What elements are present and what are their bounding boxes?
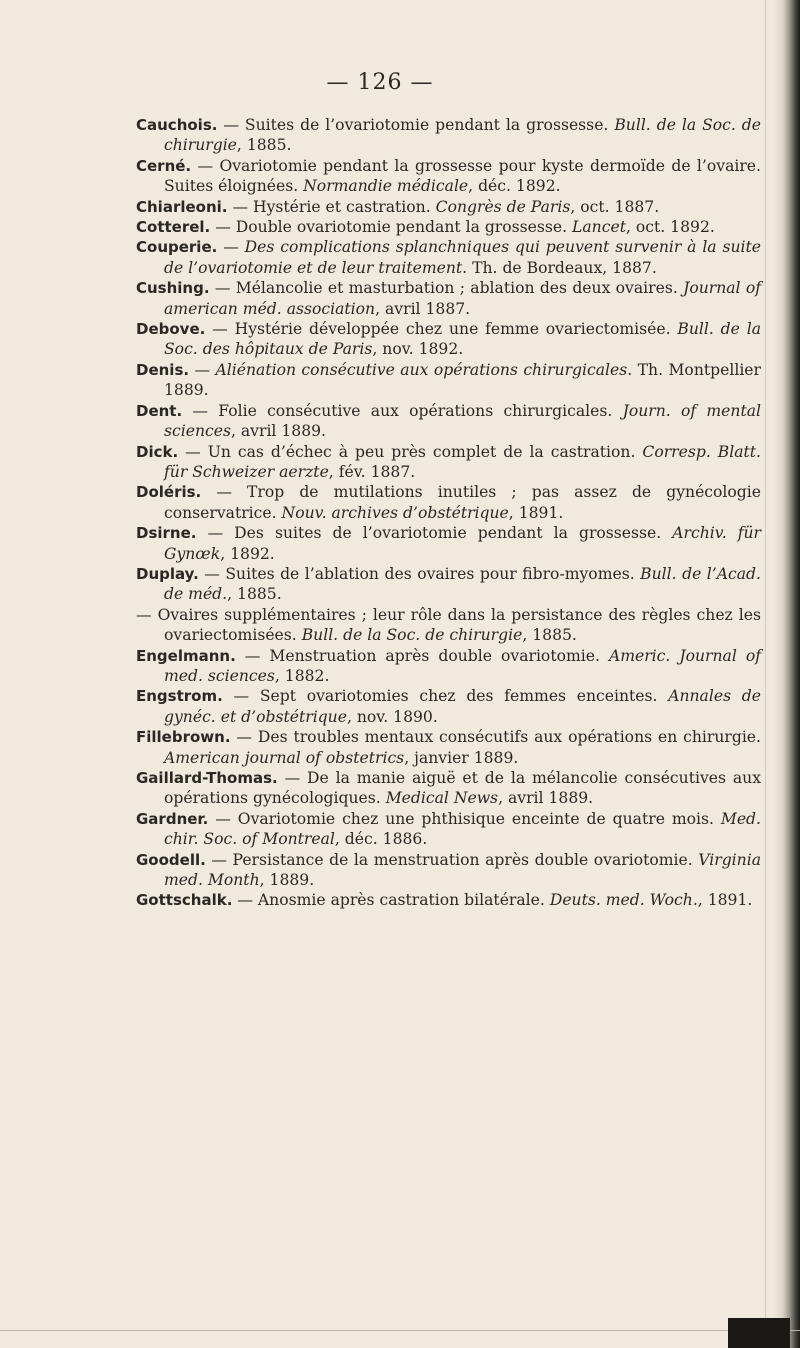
entry-text: — Trop de mutilations inutiles ; pas assez de gynécologie conservatrice. [164,483,761,522]
entry-author: Couperie. [136,238,218,257]
entry-date: , déc. 1886. [334,830,428,849]
entry-author: Cushing. [136,279,210,298]
entry-text: — Anosmie après castration bilatérale. [232,891,550,910]
entry-date: , avril 1889. [230,422,327,441]
entry-date: , oct. 1887. [570,197,660,216]
entry-date: , janvier 1889. [404,748,519,767]
entry-source-title: Aliénation consécutive aux opérations chirurgicales [215,360,628,379]
entry-text: — Sept ovariotomies chez des femmes enceintes. [222,687,669,706]
entry-author: Fillebrown. [136,728,231,747]
entry-source-title: Journ. of mental sciences [164,401,761,441]
entry-date: , 1885. [236,136,292,155]
entry-text: — De la manie aiguë et de la mélancolie consécutives aux opérations gynécologiques. [164,769,761,808]
entry-author: Cotterel. [136,218,211,237]
entry-author: Debove. [136,320,206,339]
entry-text: — Ovaires supplémentaires ; leur rôle dans la persistance des règles chez les ovariectomisées. [136,605,761,645]
entry-text: — Ovariotomie pendant la grossesse pour kyste dermoïde de l’ovaire. Suites éloignées. [164,156,761,196]
entry-author: Engelmann. [136,646,236,665]
entry-source-title: Journal of american méd. association [164,279,761,318]
entry-source-title: Bull. de l’Acad. de méd. [164,564,761,604]
entry-source-title: Annales de gynéc. et d’obstétrique [164,687,761,726]
entry-date: . Th. de Bordeaux, 1887. [462,258,657,277]
bibliography-entry [136,523,761,564]
page-fold-line [765,0,766,1348]
entry-author: Gaillard-Thomas. [136,769,278,787]
entry-text: — [189,360,216,379]
bibliography-entry [136,156,761,197]
entry-author: Gottschalk. [136,891,233,910]
entry-source-title: Med. chir. Soc. of Montreal [164,809,761,849]
entry-author: Gardner. [136,809,209,828]
bibliography-entry [136,564,761,605]
entry-author: Engstrom. [136,687,223,706]
bibliography-entry [136,686,761,727]
bibliography-entry [136,727,761,768]
entry-text: — Des suites de l’ovariotomie pendant la grossesse. [196,524,673,543]
entry-author: Dent. [136,401,183,420]
entry-text: — Double ovariotomie pendant la grossesse. [210,218,573,237]
entry-author: Chiarleoni. [136,197,228,216]
entry-date: , avril 1887. [375,299,471,318]
bibliography-entry [136,890,761,910]
entry-date: , nov. 1892. [372,340,464,359]
entry-source-title: Medical News [385,789,499,808]
bibliography-entry [136,850,761,891]
bibliography-entry [136,442,761,483]
bibliography-entry [136,809,761,850]
entry-date: , 1891. [508,503,564,522]
entry-text: — Folie consécutive aux opérations chirurgicales. [182,401,623,420]
entry-source-title: American journal of obstetrics [164,748,405,767]
bibliography-entry [136,768,761,809]
footer-rule [0,1330,800,1331]
entry-source-title: Congrès de Paris [435,197,571,216]
entry-date: , avril 1889. [498,789,594,808]
entry-text: — Suites de l’ablation des ovaires pour fibro-myomes. [198,564,641,583]
entry-text: — Hystérie développée chez une femme ovariectomisée. [205,320,678,339]
entry-date: , nov. 1890. [346,707,438,726]
page-number: — 126 — [326,70,434,95]
entry-date: , 1885. [522,626,577,645]
entry-source-title: Deuts. med. Woch. [549,891,698,910]
entry-text: — [217,238,245,257]
entry-text: — Hystérie et castration. [227,197,436,216]
entry-date: , 1885. [227,585,282,604]
entry-source-title: Archiv. für Gynœk [164,524,761,563]
entry-date: , 1882. [274,666,330,685]
entry-source-title: Bull. de la Soc. de chirurgie [301,626,523,645]
entry-source-title: Virginia med. Month [164,850,761,890]
entry-date: , déc. 1892. [468,177,561,196]
entry-date: , fév. 1887. [328,462,416,481]
entry-date: , 1892. [220,544,275,563]
entry-date: . Th. Montpellier 1889. [164,360,761,400]
bibliography-entry [136,360,761,401]
entry-date: , oct. 1892. [625,218,715,237]
bibliography-entry [136,319,761,360]
entry-date: , 1889. [259,871,315,890]
entry-author: Goodell. [136,850,206,869]
entry-text: — Un cas d’échec à peu près complet de la castration. [178,442,643,461]
footer-ink-mark [728,1318,790,1348]
entry-author: Duplay. [136,564,199,583]
entry-date: , 1891. [697,891,753,910]
bibliography-entry [136,482,761,523]
entry-author: Cerné. [136,156,192,175]
entry-text: — Des troubles mentaux consécutifs aux opérations en chirurgie. [230,728,761,747]
bibliography-entry [136,605,761,646]
entry-author: Doléris. [136,483,202,502]
bibliography-entry [136,646,761,687]
entry-source-title: Nouv. archives d’obstétrique [281,503,509,522]
entry-author: Dick. [136,442,179,461]
entry-text: — Ovariotomie chez une phthisique enceinte de quatre mois. [208,809,721,828]
entry-author: Cauchois. [136,116,218,134]
entry-source-title: Normandie médicale [303,177,469,196]
entry-text: — Suites de l’ovariotomie pendant la grossesse. [217,116,615,134]
bibliography-entry [136,278,761,319]
bibliography-list [136,115,761,911]
bibliography-entry [136,237,761,278]
entry-source-title: Bull. de la Soc. des hôpitaux de Paris [164,320,762,359]
bibliography-entry [136,401,761,442]
entry-text: — Persistance de la menstruation après double ovariotomie. [205,850,699,869]
entry-source-title: Corresp. Blatt. für Schweizer aerzte [164,442,761,481]
bibliography-entry [136,217,761,237]
entry-author: Dsirne. [136,524,197,543]
entry-source-title: Americ. Journal of med. sciences [164,646,761,685]
entry-author: Denis. [136,360,190,379]
bibliography-entry [136,197,761,217]
entry-source-title: Bull. de la Soc. de chirurgie [164,116,762,155]
bibliography-entry [136,115,761,156]
entry-source-title: Lancet [572,218,626,237]
entry-text: — Mélancolie et masturbation ; ablation des deux ovaires. [209,279,684,298]
page-edge-shadow [774,0,800,1348]
entry-text: — Menstruation après double ovariotomie. [235,646,609,665]
entry-source-title: Des complications splanchniques qui peuvent survenir à la suite de l’ovariotomie et de leur traitement [164,238,761,277]
